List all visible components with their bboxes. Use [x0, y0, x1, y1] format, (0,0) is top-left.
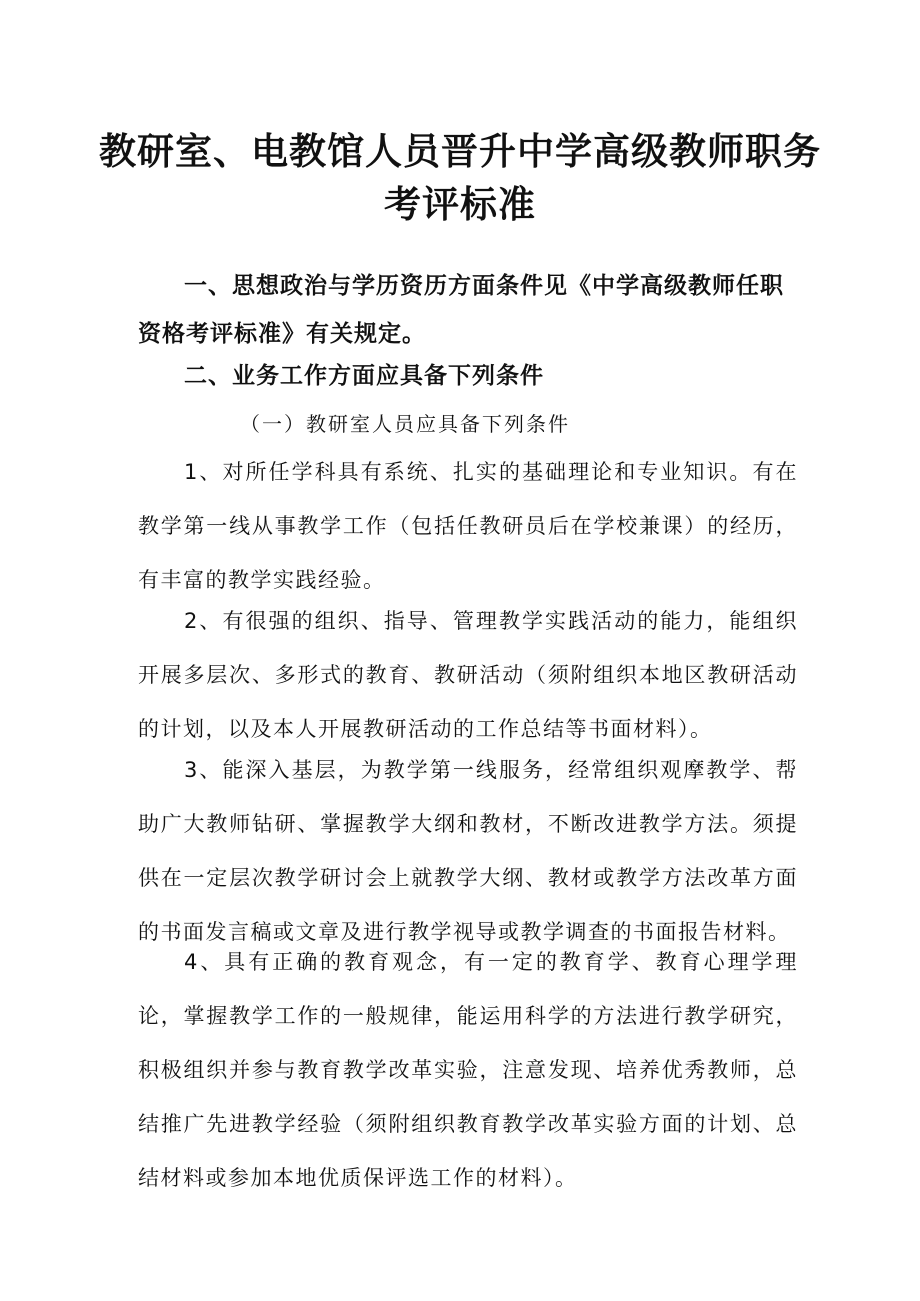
item-1-text: 1、对所任学科具有系统、扎实的基础理论和专业知识。有在教学第一线从事教学工作（包括任教研员后在学校兼课）的经历，有丰富的教学实践经验。: [138, 460, 798, 592]
document-title-line-2: 考评标准: [384, 183, 536, 226]
item-3-paragraph: [138, 743, 798, 959]
section-2-text: 二、业务工作方面应具备下列条件: [184, 363, 544, 389]
item-2-paragraph: [138, 594, 798, 756]
section-2-heading: [138, 352, 798, 400]
document-title-line-1: 教研室、电教馆人员晋升中学高级教师职务: [99, 130, 821, 173]
item-3-text: 3、能深入基层，为教学第一线服务，经常组织观摩教学、帮助广大教师钻研、掌握教学大纲和教材，不断改进教学方法。须提供在一定层次教学研讨会上就教学大纲、教材或教学方法改革方面的书面发言稿或文章及进行教学视导或教学调查的书面报告材料。: [138, 758, 798, 944]
item-4-paragraph: [138, 935, 798, 1205]
item-2-text: 2、有很强的组织、指导、管理教学实践活动的能力，能组织开展多层次、多形式的教育、教研活动（须附组织本地区教研活动的计划，以及本人开展教研活动的工作总结等书面材料）。: [138, 609, 798, 741]
item-1-paragraph: [138, 445, 798, 607]
item-4-text: 4、具有正确的教育观念，有一定的教育学、教育心理学理论，掌握教学工作的一般规律，能运用科学的方法进行教学研究，积极组织并参与教育教学改革实验，注意发现、培养优秀教师，总结推广先进教学经验（须附组织教育教学改革实验方面的计划、总结材料或参加本地优质保评选工作的材料）。: [138, 950, 798, 1190]
subsection-1-heading: （一）教研室人员应具备下列条件: [240, 412, 570, 436]
section-1-text: 一、思想政治与学历资历方面条件见《中学高级教师任职资格考评标准》有关规定。: [138, 273, 784, 347]
section-1-heading: [138, 262, 798, 358]
